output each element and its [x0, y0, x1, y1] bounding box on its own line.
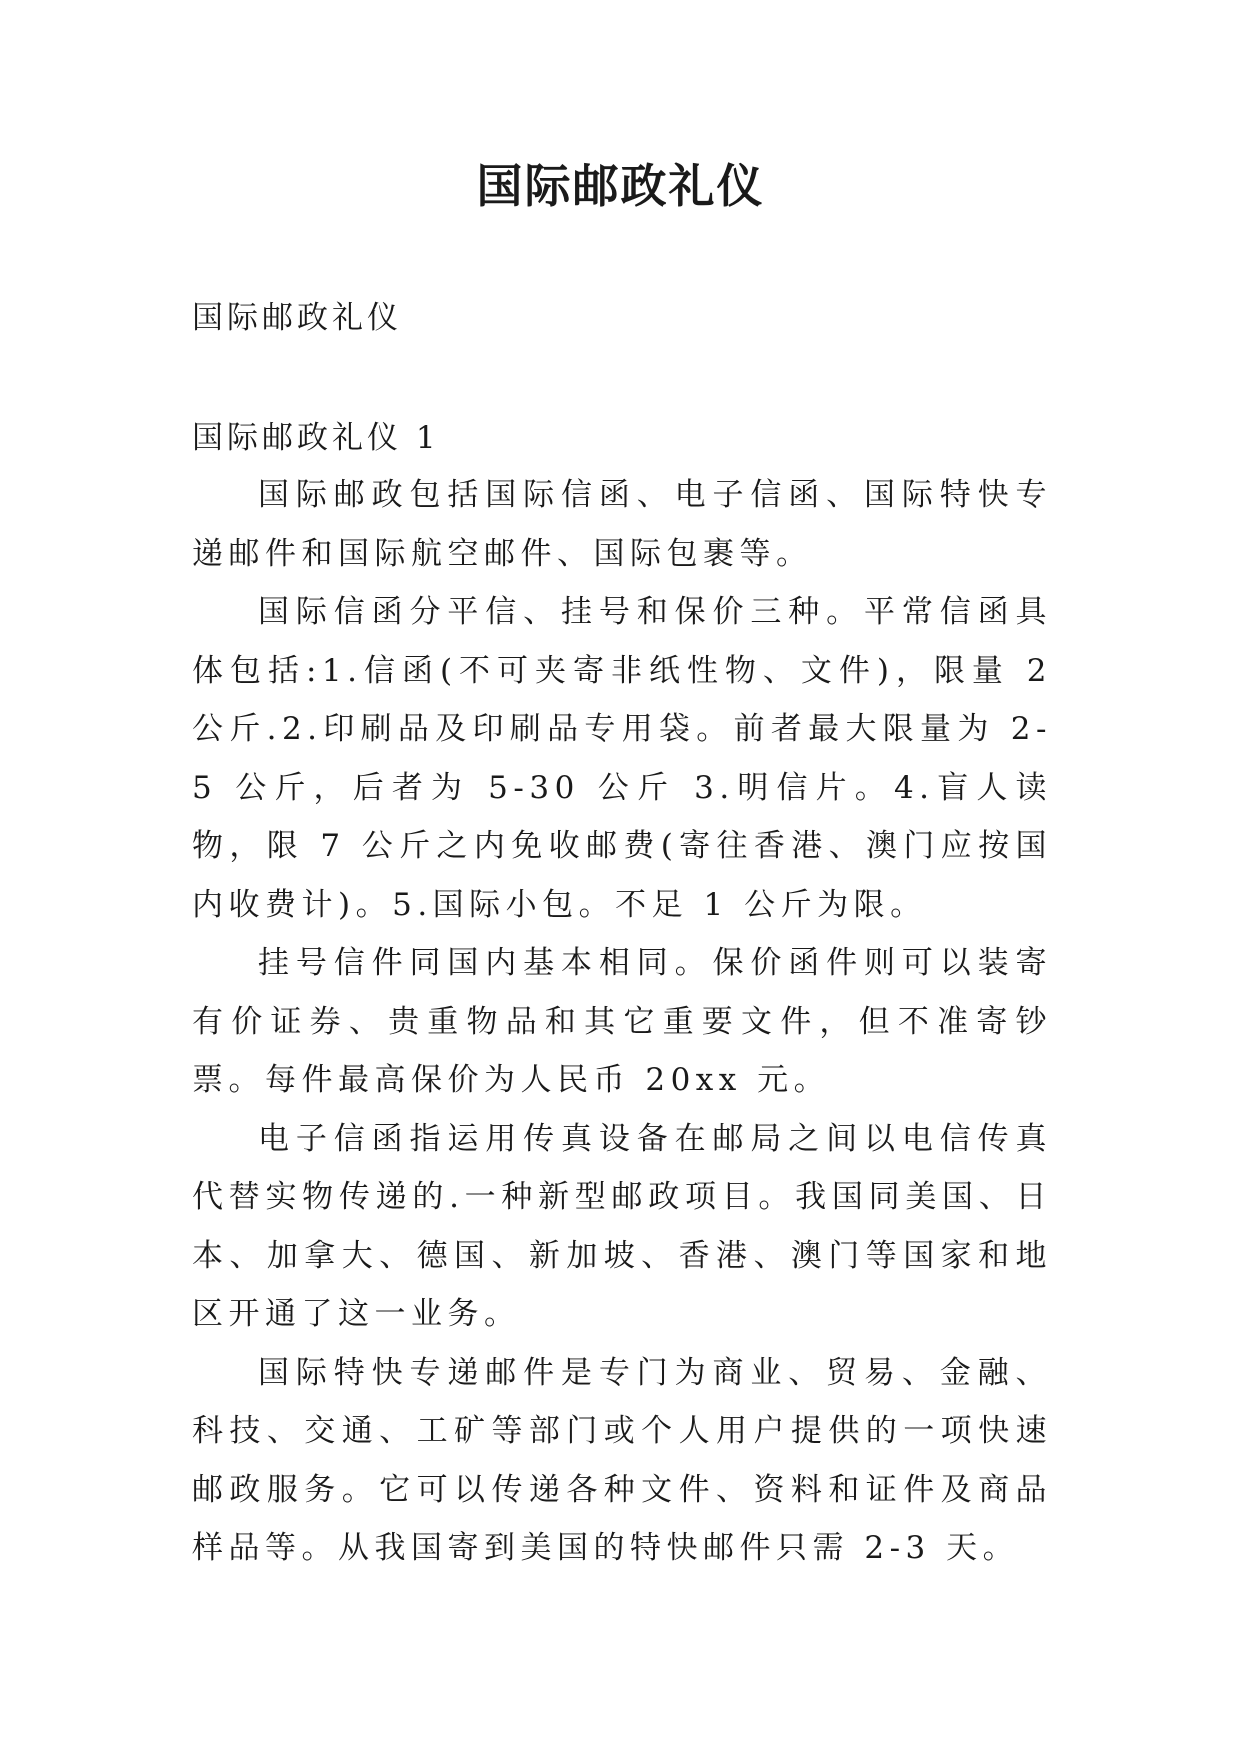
document-subtitle: 国际邮政礼仪: [192, 300, 402, 336]
section-heading: 国际邮政礼仪 1: [192, 420, 440, 456]
document-body: [192, 466, 1052, 1578]
paragraph: 国际信函分平信、挂号和保价三种。平常信函具体包括:1.信函(不可夹寄非纸性物、文件)，限量 2 公斤.2.印刷品及印刷品专用袋。前者最大限量为 2-5 公斤，后者为 5-30 公斤 3.明信片。4.盲人读物，限 7 公斤之内免收邮费(寄往香港、澳门应按国内收费计)。5.国际小包。不足 1 公斤为限。: [192, 594, 1052, 923]
paragraph: 电子信函指运用传真设备在邮局之间以电信传真代替实物传递的.一种新型邮政项目。我国同美国、日本、加拿大、德国、新加坡、香港、澳门等国家和地区开通了这一业务。: [192, 1120, 1052, 1332]
paragraph: 国际特快专递邮件是专门为商业、贸易、金融、科技、交通、工矿等部门或个人用户提供的一项快速邮政服务。它可以传递各种文件、资料和证件及商品样品等。从我国寄到美国的特快邮件只需 2-3 天。: [192, 1354, 1052, 1566]
paragraph: 挂号信件同国内基本相同。保价函件则可以装寄有价证券、贵重物品和其它重要文件，但不准寄钞票。每件最高保价为人民币 20xx 元。: [192, 945, 1052, 1098]
document-title: 国际邮政礼仪: [476, 159, 765, 213]
paragraph: 国际邮政包括国际信函、电子信函、国际特快专递邮件和国际航空邮件、国际包裹等。: [192, 477, 1052, 572]
